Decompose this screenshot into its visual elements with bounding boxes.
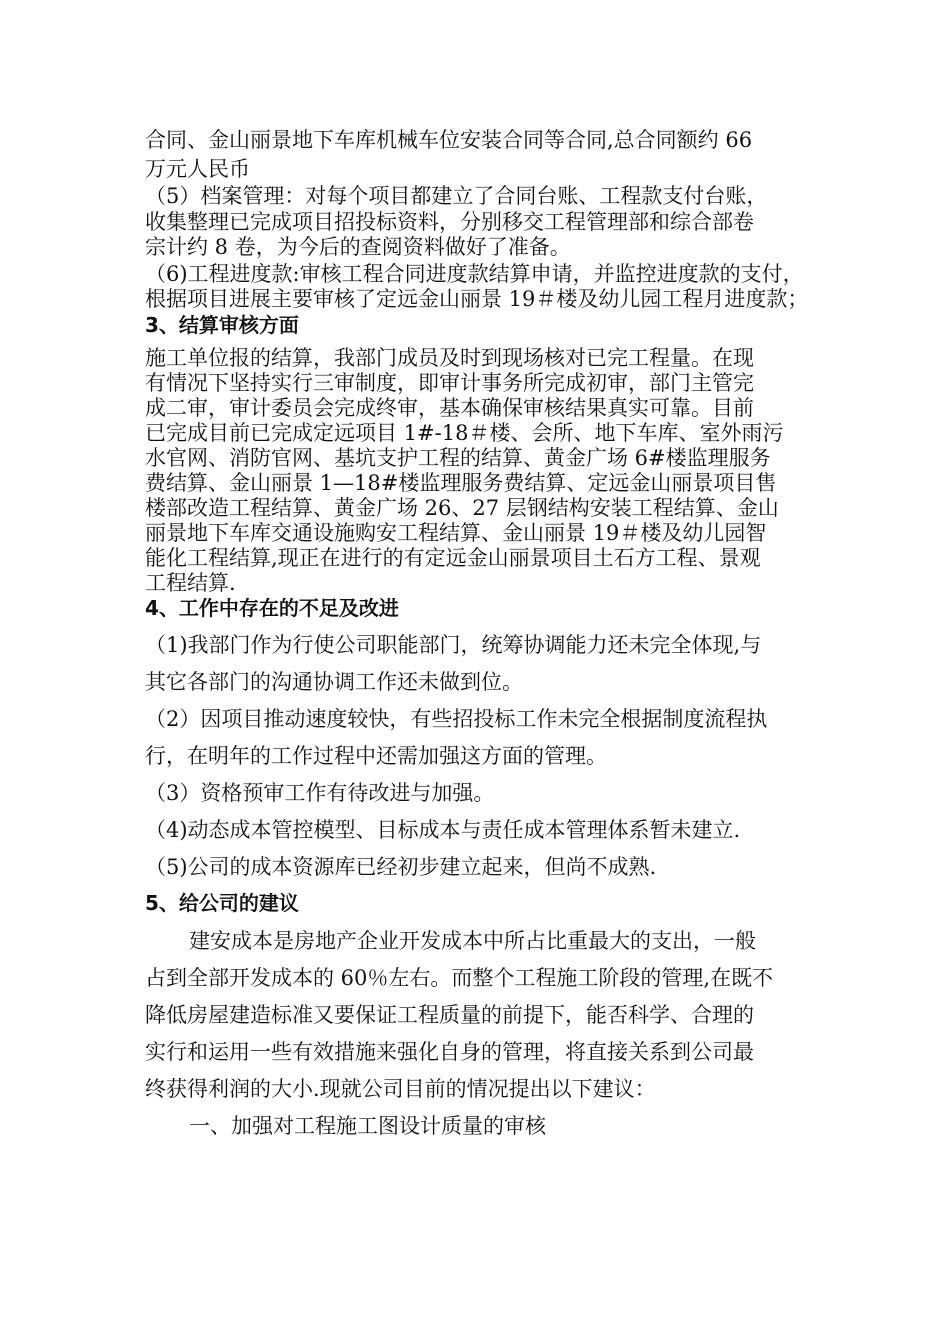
section-heading: 3、结算审核方面	[145, 313, 299, 337]
text-line: 实行和运用一些有效措施来强化自身的管理，将直接关系到公司最	[145, 1040, 754, 1064]
text-line: （5）档案管理：对每个项目都建立了合同台账、工程款支付台账，	[145, 184, 768, 208]
text-line: 一、加强对工程施工图设计质量的审核	[189, 1114, 546, 1138]
text-line: 其它各部门的沟通协调工作还未做到位。	[145, 670, 523, 694]
text-line: 终获得利润的大小.现就公司目前的情况提出以下建议：	[145, 1077, 656, 1101]
text-line: 收集整理已完成项目招投标资料，分别移交工程管理部和综合部卷	[145, 210, 754, 234]
text-line: 建安成本是房地产企业开发成本中所占比重最大的支出，一般	[189, 929, 756, 953]
text-line: （5)公司的成本资源库已经初步建立起来，但尚不成熟.	[145, 855, 657, 879]
text-line: 成二审，审计委员会完成终审，基本确保审核结果真实可靠。目前	[145, 396, 754, 420]
text-line: 施工单位报的结算，我部门成员及时到现场核对已完工程量。在现	[145, 346, 754, 370]
text-line: 宗计约 8 卷，为今后的查阅资料做好了准备。	[145, 235, 571, 259]
text-line: 降低房屋建造标准又要保证工程质量的前提下，能否科学、合理的	[145, 1003, 754, 1027]
text-line: 根据项目进展主要审核了定远金山丽景 19＃楼及幼儿园工程月进度款；	[145, 287, 809, 311]
text-line: 楼部改造工程结算、黄金广场 26、27 层钢结构安装工程结算、金山	[145, 496, 779, 520]
text-line: 合同、金山丽景地下车库机械车位安装合同等合同,总合同额约 66	[145, 128, 753, 152]
text-line: （1)我部门作为行使公司职能部门，统筹协调能力还未完全体现,与	[145, 633, 762, 657]
text-line: 行，在明年的工作过程中还需加强这方面的管理。	[145, 744, 607, 768]
text-line: 能化工程结算,现正在进行的有定远金山丽景项目土石方工程、景观	[145, 546, 761, 570]
text-line: （6)工程进度款:审核工程合同进度款结算申请，并监控进度款的支付，	[145, 262, 804, 286]
text-line: 工程结算.	[145, 571, 236, 595]
section-heading: 5、给公司的建议	[145, 891, 299, 915]
text-line: （4)动态成本管控模型、目标成本与责任成本管理体系暂未建立.	[145, 818, 741, 842]
text-line: （2）因项目推动速度较快，有些招投标工作未完全根据制度流程执	[145, 707, 768, 731]
text-line: 万元人民币	[145, 157, 250, 181]
text-line: 占到全部开发成本的 60％左右。而整个工程施工阶段的管理,在既不	[145, 966, 774, 990]
text-line: 已完成目前已完成定远项目 1#-18＃楼、会所、地下车库、室外雨污	[145, 421, 784, 445]
text-line: 有情况下坚持实行三审制度，即审计事务所完成初审，部门主管完	[145, 371, 754, 395]
section-heading: 4、工作中存在的不足及改进	[145, 596, 399, 620]
text-line: 费结算、金山丽景 1—18#楼监理服务费结算、定远金山丽景项目售	[145, 471, 777, 495]
text-line: 丽景地下车库交通设施购安工程结算、金山丽景 19＃楼及幼儿园智	[145, 521, 767, 545]
text-line: 水官网、消防官网、基坑支护工程的结算、黄金广场 6#楼监理服务	[145, 446, 771, 470]
text-line: （3）资格预审工作有待改进与加强。	[145, 781, 495, 805]
